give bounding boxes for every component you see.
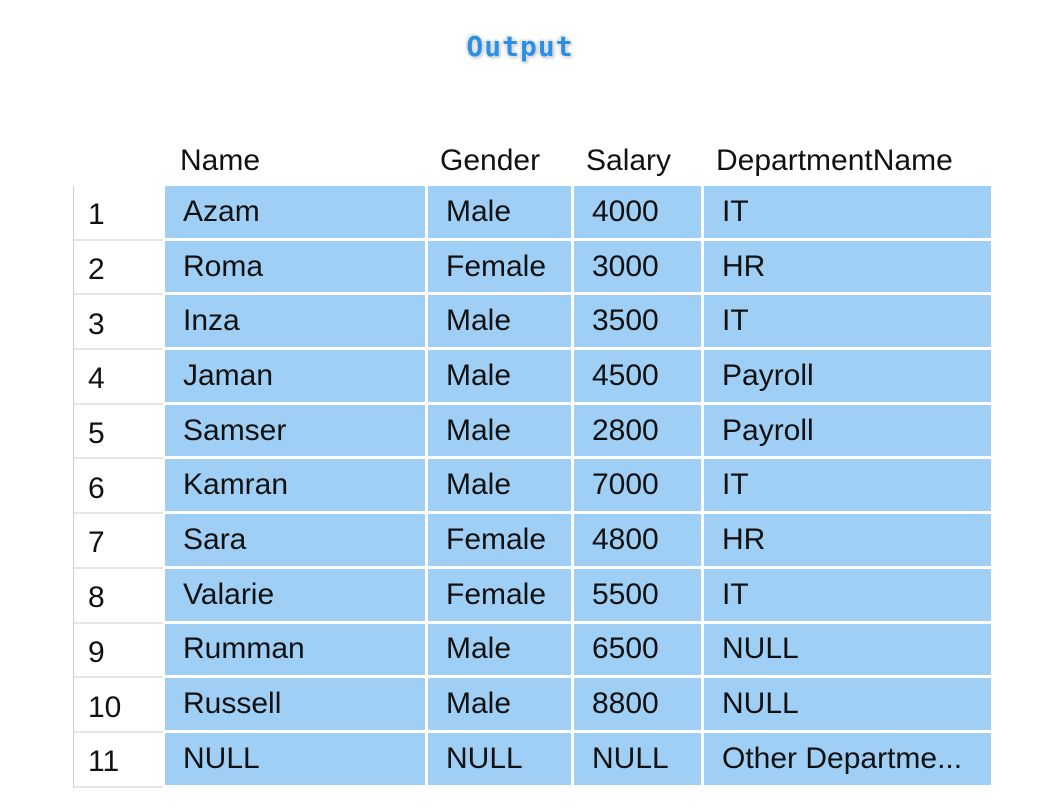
column-header-departmentname[interactable]: DepartmentName: [716, 144, 953, 177]
cell-gender[interactable]: Female: [425, 569, 571, 624]
cell-gender[interactable]: Male: [425, 678, 571, 733]
column-header-name[interactable]: Name: [180, 144, 261, 177]
cell-gender[interactable]: Male: [425, 624, 571, 679]
table-row[interactable]: [74, 569, 989, 624]
row-number[interactable]: 3: [74, 295, 163, 350]
cell-departmentname[interactable]: IT: [701, 569, 991, 624]
table-row[interactable]: [74, 678, 989, 733]
cell-departmentname[interactable]: Payroll: [701, 350, 991, 405]
cell-departmentname[interactable]: NULL: [701, 678, 991, 733]
row-number[interactable]: 6: [74, 459, 163, 514]
table-row[interactable]: [74, 733, 989, 788]
cell-salary[interactable]: 3000: [571, 241, 701, 296]
cell-gender[interactable]: Female: [425, 514, 571, 569]
row-number[interactable]: 7: [74, 514, 163, 569]
row-number[interactable]: 8: [74, 569, 163, 624]
cell-departmentname[interactable]: IT: [701, 459, 991, 514]
column-header-gender[interactable]: Gender: [440, 144, 541, 177]
table-row[interactable]: [74, 186, 989, 241]
cell-name[interactable]: Kamran: [163, 459, 425, 514]
row-number[interactable]: 4: [74, 350, 163, 405]
cell-salary[interactable]: 4800: [571, 514, 701, 569]
cell-salary[interactable]: NULL: [571, 733, 701, 788]
cell-gender[interactable]: NULL: [425, 733, 571, 788]
cell-salary[interactable]: 7000: [571, 459, 701, 514]
row-number[interactable]: 11: [74, 733, 163, 788]
cell-name[interactable]: Rumman: [163, 624, 425, 679]
cell-salary[interactable]: 5500: [571, 569, 701, 624]
row-number[interactable]: 9: [74, 624, 163, 679]
table-row[interactable]: [74, 459, 989, 514]
cell-gender[interactable]: Female: [425, 241, 571, 296]
cell-departmentname[interactable]: HR: [701, 241, 991, 296]
cell-departmentname[interactable]: Payroll: [701, 405, 991, 460]
cell-salary[interactable]: 4000: [571, 186, 701, 241]
cell-gender[interactable]: Male: [425, 405, 571, 460]
cell-salary[interactable]: 8800: [571, 678, 701, 733]
cell-departmentname[interactable]: NULL: [701, 624, 991, 679]
cell-name[interactable]: Inza: [163, 295, 425, 350]
table-row[interactable]: [74, 350, 989, 405]
cell-name[interactable]: Samser: [163, 405, 425, 460]
results-table-body: [73, 186, 990, 788]
table-row[interactable]: [74, 624, 989, 679]
cell-name[interactable]: Valarie: [163, 569, 425, 624]
cell-departmentname[interactable]: IT: [701, 295, 991, 350]
output-title: Output: [466, 30, 574, 63]
row-number[interactable]: 5: [74, 405, 163, 460]
cell-departmentname[interactable]: HR: [701, 514, 991, 569]
cell-gender[interactable]: Male: [425, 186, 571, 241]
cell-name[interactable]: Jaman: [163, 350, 425, 405]
row-number[interactable]: 2: [74, 241, 163, 296]
cell-gender[interactable]: Male: [425, 350, 571, 405]
column-header-salary[interactable]: Salary: [586, 144, 672, 177]
column-header-row: [73, 135, 990, 186]
cell-departmentname[interactable]: IT: [701, 186, 991, 241]
cell-departmentname[interactable]: Other Departme...: [701, 733, 991, 788]
cell-gender[interactable]: Male: [425, 295, 571, 350]
cell-salary[interactable]: 3500: [571, 295, 701, 350]
cell-name[interactable]: NULL: [163, 733, 425, 788]
row-number[interactable]: 1: [74, 186, 163, 241]
cell-salary[interactable]: 2800: [571, 405, 701, 460]
table-row[interactable]: [74, 405, 989, 460]
cell-salary[interactable]: 4500: [571, 350, 701, 405]
cell-name[interactable]: Russell: [163, 678, 425, 733]
row-number[interactable]: 10: [74, 678, 163, 733]
cell-gender[interactable]: Male: [425, 459, 571, 514]
column-header-rownum: [73, 178, 162, 186]
table-row[interactable]: [74, 241, 989, 296]
cell-name[interactable]: Roma: [163, 241, 425, 296]
table-row[interactable]: [74, 295, 989, 350]
table-row[interactable]: [74, 514, 989, 569]
cell-name[interactable]: Sara: [163, 514, 425, 569]
cell-name[interactable]: Azam: [163, 186, 425, 241]
results-grid: [73, 135, 990, 788]
cell-salary[interactable]: 6500: [571, 624, 701, 679]
